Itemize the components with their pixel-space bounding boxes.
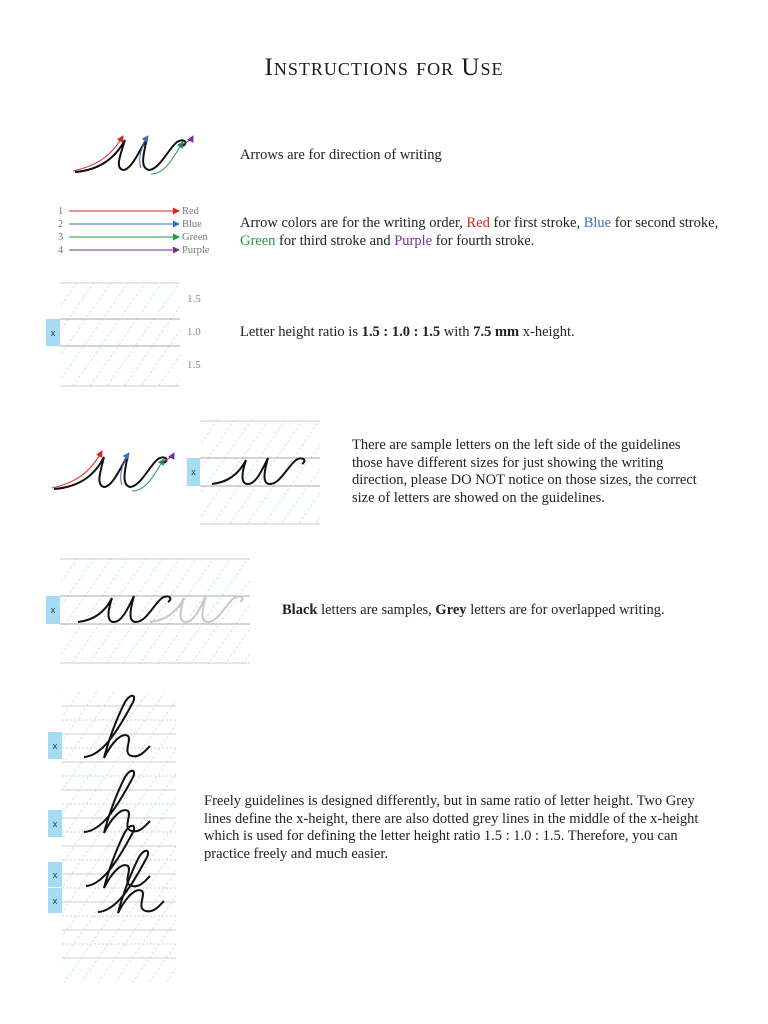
freely-guideline-h (62, 692, 176, 982)
legend-num-4: 4 (58, 245, 64, 256)
sample-letter-w-arrows (50, 445, 180, 495)
x-height-marker-2: x (187, 458, 200, 486)
ratio-label-ascender: 1.5 (187, 293, 201, 305)
legend-num-3: 3 (58, 232, 64, 243)
overlap-description: Black letters are samples, Grey letters are for overlapped writing. (282, 602, 665, 618)
red-label: Red (466, 215, 490, 231)
x-height-marker-7: x (48, 888, 62, 913)
page-title: Instructions for Use (264, 54, 504, 81)
x-height-marker: x (46, 319, 60, 346)
legend-purple: Purple (182, 245, 210, 256)
color-order-description: Arrow colors are for the writing order, Red for first stroke, Blue for second stroke, Green for third stroke and Purple for fourth stroke. (240, 215, 719, 249)
sample-guideline-w (200, 420, 320, 525)
ratio-label-descender: 1.5 (187, 359, 201, 371)
letter-w-with-arrows-figure (65, 128, 200, 178)
x-height-marker-5: x (48, 810, 62, 837)
legend-blue: Blue (182, 219, 202, 230)
purple-label: Purple (394, 232, 433, 249)
x-height-marker-6: x (48, 862, 62, 887)
legend-num-2: 2 (58, 219, 64, 230)
legend-num-1: 1 (58, 206, 64, 217)
ratio-label-xheight: 1.0 (187, 326, 201, 338)
arrow-color-legend (55, 202, 225, 258)
ratio-description: Letter height ratio is 1.5 : 1.0 : 1.5 with 7.5 mm x-height. (240, 324, 575, 340)
blue-label: Blue (583, 215, 612, 231)
sample-description: There are sample letters on the left side of the guidelines those have different sizes for just showing the writing direction, please DO NOT notice on those sizes, the correct size of letters are showed on the guidelines. (352, 437, 697, 506)
arrows-description: Arrows are for direction of writing (240, 147, 442, 163)
legend-red: Red (182, 206, 199, 217)
green-label: Green (240, 232, 276, 249)
overlap-guideline-w (60, 558, 250, 664)
ratio-guideline-grid (60, 282, 180, 387)
legend-green: Green (182, 232, 208, 243)
x-height-marker-4: x (48, 732, 62, 759)
x-height-marker-3: x (46, 596, 60, 624)
freely-description: Freely guidelines is designed differently, but in same ratio of letter height. Two Grey lines define the x-height, there are also dotted grey lines in the middle of the x-height which is used for defining the letter height ratio 1.5 : 1.0 : 1.5. Therefore, you can practice freely and much easier. (204, 793, 699, 862)
